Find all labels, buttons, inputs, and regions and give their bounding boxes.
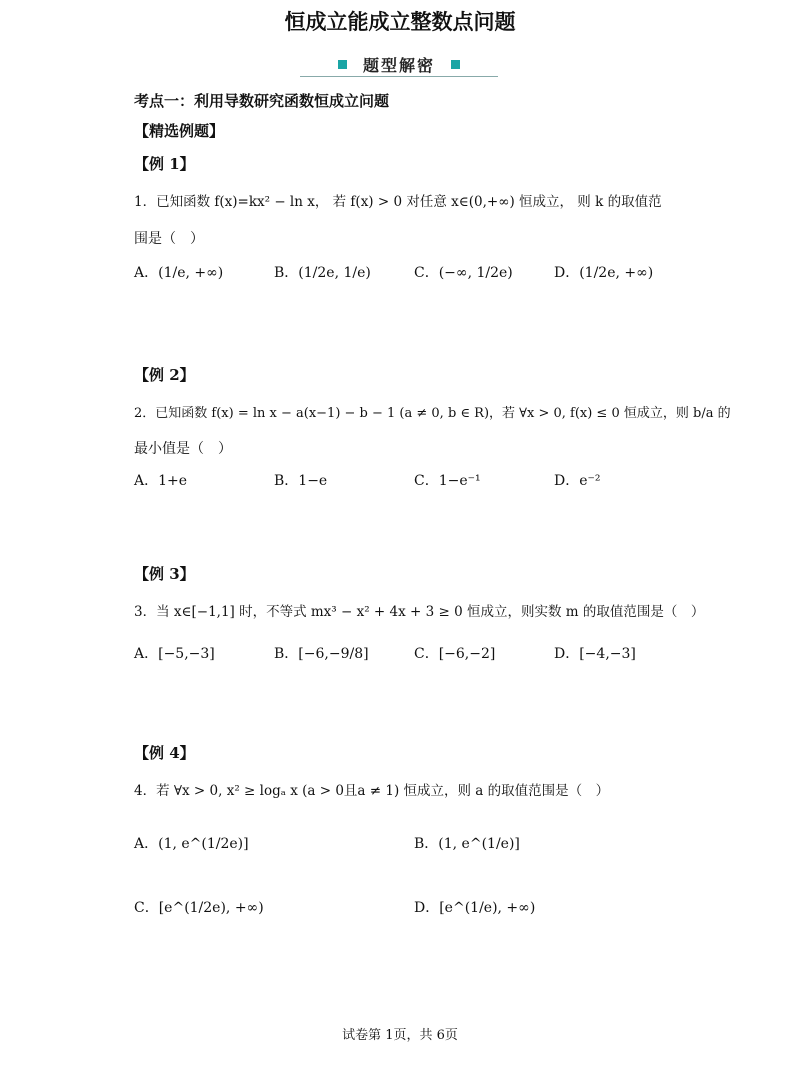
example-4-option-a: A．(1, e^(1/2e)] (134, 836, 249, 852)
example-3-option-c: C．[−6,−2] (414, 646, 496, 662)
example-3-option-b: B．[−6,−9/8] (274, 646, 369, 662)
example-1-stem-cont: 围是（ ） (134, 231, 204, 247)
section-banner (300, 52, 498, 76)
example-1-option-c: C．(−∞, 1/2e) (414, 265, 513, 281)
teal-square-icon (451, 60, 460, 69)
example-1-option-b: B．(1/2e, 1/e) (274, 265, 371, 281)
example-1-stem: 1．已知函数 f(x)=kx² − ln x， 若 f(x) > 0 对任意 x∈(0,+∞) 恒成立， 则 k 的取值范 (134, 194, 662, 210)
example-4-stem: 4．若 ∀x > 0, x² ≥ logₐ x (a > 0且a ≠ 1) 恒成立，则 a 的取值范围是（ ） (134, 783, 610, 799)
page-footer: 试卷第 1页，共 6页 (342, 1028, 458, 1043)
example-4-option-d: D．[e^(1/e), +∞) (414, 900, 536, 916)
example-3-option-a: A．[−5,−3] (134, 646, 215, 662)
example-4-option-c: C．[e^(1/2e), +∞) (134, 900, 264, 916)
example-1-option-a: A．(1/e, +∞) (134, 265, 224, 281)
example-2-option-d: D．e⁻² (554, 473, 601, 489)
example-2-option-c: C．1−e⁻¹ (414, 473, 481, 489)
page-title: 恒成立能成立整数点问题 (284, 9, 516, 34)
banner-underline (300, 76, 498, 77)
example-2-label: 【例 2】 (134, 366, 195, 384)
example-3-label: 【例 3】 (134, 565, 195, 583)
example-2-stem: 2．已知函数 f(x) = ln x − a(x−1) − b − 1 (a ≠ 0, b ∈ R)，若 ∀x > 0, f(x) ≤ 0 恒成立，则 b/a 的 (134, 406, 731, 421)
banner-text: 题型解密 (362, 56, 435, 75)
example-2-stem-cont: 最小值是（ ） (134, 441, 232, 457)
example-1-label: 【例 1】 (134, 155, 195, 173)
example-4-option-b: B．(1, e^(1/e)] (414, 836, 520, 852)
section-heading: 考点一：利用导数研究函数恒成立问题 (134, 92, 390, 110)
example-3-option-d: D．[−4,−3] (554, 646, 636, 662)
example-3-stem: 3．当 x∈[−1,1] 时，不等式 mx³ − x² + 4x + 3 ≥ 0 恒成立，则实数 m 的取值范围是（ ） (134, 604, 705, 620)
example-1-option-d: D．(1/2e, +∞) (554, 265, 654, 281)
example-4-label: 【例 4】 (134, 744, 195, 762)
example-2-option-a: A．1+e (134, 473, 188, 489)
example-2-option-b: B．1−e (274, 473, 328, 489)
selected-examples-label: 【精选例题】 (134, 122, 225, 140)
